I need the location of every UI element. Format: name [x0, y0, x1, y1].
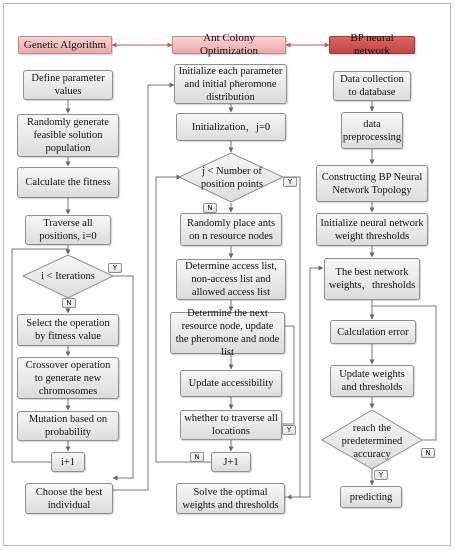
j-increment-box: J+1 — [211, 452, 251, 472]
ga-condition-label: i < Iterations — [41, 270, 95, 282]
define-parameter-values-box: Define parameter values — [23, 70, 113, 100]
predicting-box: predicting — [340, 486, 402, 508]
best-network-weights-box: The best network weights，thresholds — [324, 258, 420, 300]
data-collection-box: Data collection to database — [333, 71, 411, 101]
update-weights-box: Update weights and thresholds — [330, 365, 414, 397]
ga-yes-tag: Y — [108, 263, 122, 273]
aco-traverse-yes-tag: Y — [282, 425, 296, 435]
calculation-error-box: Calculation error — [330, 320, 416, 344]
initialize-pheromone-box: Initialize each parameter and initial pheromone distribution — [174, 64, 287, 104]
bp-accuracy-label: reach the predetermined accuracy — [341, 422, 403, 460]
construct-topology-box: Constructing BP Neural Network Topology — [316, 165, 428, 202]
solve-optimal-box: Solve the optimal weights and thresholds — [176, 483, 285, 514]
bp-yes-tag: Y — [374, 470, 388, 480]
aco-j-no-tag: N — [190, 452, 204, 462]
mutation-box: Mutation based on probability — [17, 411, 119, 441]
update-accessibility-box: Update accessibility — [180, 370, 282, 397]
initialization-j0-box: Initialization，j=0 — [176, 113, 286, 141]
aco-no-tag: N — [203, 203, 217, 213]
ant-colony-optimization-header: Ant Colony Optimization — [172, 36, 286, 54]
traverse-locations-box: whether to traverse all locations — [180, 410, 282, 440]
place-ants-box: Randomly place ants on n resource nodes — [180, 213, 282, 246]
genetic-algorithm-header: Genetic Algorithm — [18, 36, 112, 54]
traverse-positions-box: Traverse all positions, i=0 — [25, 215, 111, 245]
access-lists-box: Determine access list, non-access list and allowed access list — [176, 259, 286, 300]
bp-no-tag: N — [421, 448, 435, 458]
select-operation-box: Select the operation by fitness value — [17, 314, 119, 346]
data-preprocessing-box: data preprocessing — [341, 112, 403, 149]
aco-yes-tag: Y — [283, 177, 297, 187]
init-weight-thresholds-box: Initialize neural network weight thresholds — [316, 213, 428, 246]
next-resource-node-box: Determine the next resource node, update the pheromone and node list — [170, 312, 285, 354]
calculate-fitness-box: Calculate the fitness — [17, 167, 119, 198]
bp-neural-network-header: BP neural network — [329, 36, 415, 54]
aco-condition-label: j < Number of position points — [200, 166, 264, 190]
choose-best-individual-box: Choose the best individual — [25, 483, 113, 514]
ga-no-tag: N — [62, 298, 76, 308]
crossover-operation-box: Crossover operation to generate new chromosomes — [17, 357, 119, 399]
generate-population-box: Randomly generate feasible solution population — [17, 114, 119, 157]
i-increment-box: i+1 — [51, 452, 85, 472]
